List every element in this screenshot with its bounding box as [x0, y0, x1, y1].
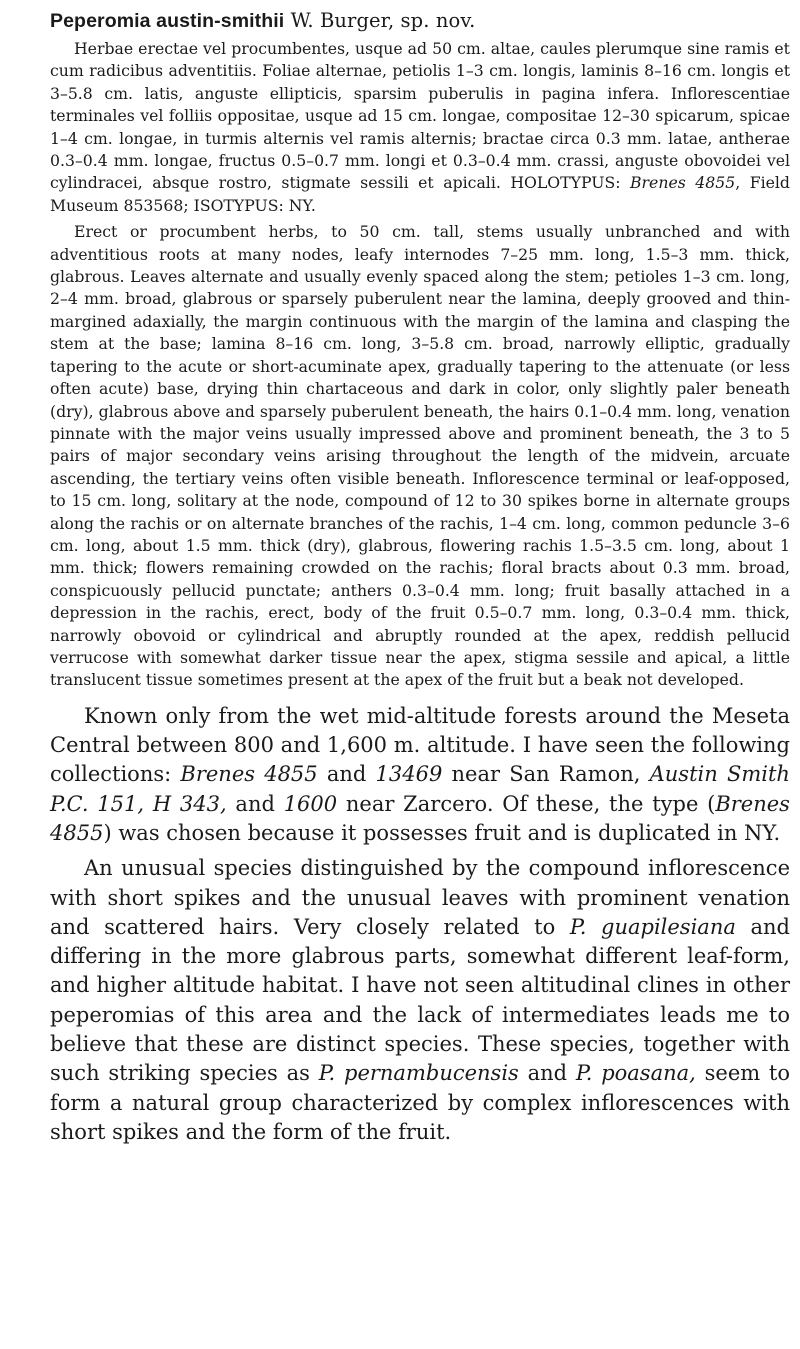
distribution-text-1: Known only from the wet mid-altitude forests around the Meseta Central between 800 and 1,600 m. altitude. I have seen the following collections: — [50, 703, 790, 787]
species-authority: W. Burger, sp. nov. — [290, 9, 476, 32]
distribution-paragraph — [50, 702, 790, 848]
discussion-paragraph — [50, 854, 790, 1147]
discussion-text-1: An unusual species distinguished by the compound inflorescence with short spikes and the unusual leaves with prominent venation and scattered hairs. Very closely related to — [50, 856, 790, 939]
distribution-text-6: ) was chosen because it possesses fruit and is duplicated in NY. — [103, 820, 781, 845]
species-ref-3: P. poasana, — [575, 1061, 696, 1086]
page — [50, 8, 790, 1147]
collection-ref-3: Austin Smith P.C. 151, H 343, — [50, 762, 790, 816]
distribution-text-2: and — [326, 762, 367, 787]
english-description: Erect or procumbent herbs, to 50 cm. tall, stems usually unbranched and with adventitious roots at many nodes, leafy internodes 7–25 mm. long, 1.5–3 mm. thick, glabrous. Leaves alternate and usually evenly spaced along the stem; petioles 1–3 cm. long, 2–4 mm. broad, glabrous or sparsely puberulent near the lamina, deeply grooved and thin-margined adaxially, the margin continuous with the margin of the lamina and clasping the stem at the base; lamina 8–16 cm. long, 3–5.8 cm. broad, narrowly elliptic, gradually tapering to the acute or short-acuminate apex, gradually tapering to the attenuate (or less often acute) base, drying thin chartaceous and dark in color, only slightly paler beneath (dry), glabrous above and sparsely puberulent beneath, the hairs 0.1–0.4 mm. long, venation pinnate with the major veins usually impressed above and prominent beneath, the 3 to 5 pairs of major secondary veins arising throughout the length of the midvein, arcuate ascending, the tertiary veins often visible beneath. Inflorescence terminal or leaf-opposed, to 15 cm. long, solitary at the node, compound of 12 to 30 spikes borne in alternate groups along the rachis or on alternate branches of the rachis, 1–4 cm. long, common peduncle 3–6 cm. long, about 1.5 mm. thick (dry), glabrous, flowering rachis 1.5–3.5 cm. long, about 1 mm. thick; flowers remaining crowded on the rachis; floral bracts about 0.3 mm. broad, conspicuously pellucid punctate; anthers 0.3–0.4 mm. long; fruit basally attached in a depression in the rachis, erect, body of the fruit 0.5–0.7 mm. long, 0.3–0.4 mm. thick, narrowly obovoid or cylindrical and abruptly rounded at the apex, reddish pellucid verrucose with somewhat darker tissue near the apex, stigma sessile and apical, a little translucent tissue sometimes present at the apex of the fruit but a beak not developed. — [50, 222, 790, 690]
distribution-text-3: near San Ramon, — [451, 762, 641, 787]
species-ref-1: P. guapilesiana — [569, 914, 736, 939]
latin-text-part2: , Field Museum 853568; ISOTYPUS: NY. — [50, 173, 790, 215]
species-heading — [50, 8, 790, 34]
discussion-text-4: seem to form a natural group characterized by complex inflorescences with short spikes and the form of the fruit. — [50, 1061, 791, 1144]
latin-text-part1: Herbae erectae vel procumbentes, usque ad 50 cm. altae, caules plerumque sine ramis et cum radicibus adventitiis. Foliae alternae, petiolis 1–3 cm. longis, laminis 8–16 cm. longis et 3–5.8 cm. latis, anguste ellipticis, sparsim puberulis in pagina infera. Inflorescentiae terminales vel folliis oppositae, usque ad 15 cm. longae, compositae 12–30 spicarum, spicae 1–4 cm. longae, in turmis alternis vel ramis alternis; bractae circa 0.3 mm. latae, antherae 0.3–0.4 mm. longae, fructus 0.5–0.7 mm. longi et 0.3–0.4 mm. crassi, anguste obovoidei vel cylindracei, absque rostro, stigmate sessili et apicali. HOLOTYPUS: — [50, 39, 790, 193]
latin-diagnosis — [50, 38, 790, 217]
species-ref-2: P. pernambucensis — [318, 1061, 519, 1086]
distribution-text-4: and — [235, 791, 275, 816]
distribution-text-5: near Zarcero. Of these, the type ( — [345, 791, 716, 816]
collection-ref-4: 1600 — [283, 791, 338, 816]
collection-ref-2: 13469 — [375, 762, 443, 787]
holotype-collection: Brenes 4855 — [630, 173, 736, 193]
discussion-text-2: and differing in the more glabrous parts, somewhat different leaf-form, and higher altitude habitat. I have not seen altitudinal clines in other peperomias of this area and the lack of intermediates leads me to believe that these are distinct species. These species, together with such striking species as — [50, 914, 790, 1086]
species-name: Peperomia austin-smithii — [50, 10, 285, 32]
collection-ref-5: Brenes 4855 — [50, 791, 790, 845]
collection-ref-1: Brenes 4855 — [180, 762, 318, 787]
discussion-text-3: and — [527, 1061, 568, 1086]
